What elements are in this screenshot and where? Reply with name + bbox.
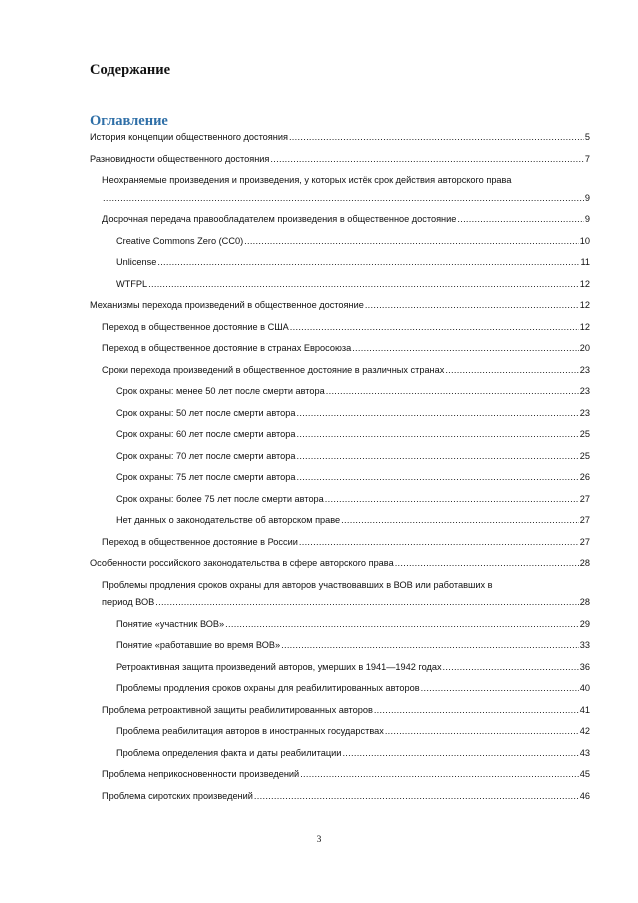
toc-entry-title: Понятие «работавшие во время ВОВ»	[116, 640, 281, 650]
dot-leader	[290, 321, 579, 333]
toc-item	[90, 153, 590, 165]
dot-leader	[300, 768, 579, 780]
toc-item	[90, 131, 590, 143]
toc-entry-link[interactable]	[116, 682, 590, 694]
toc-entry-title: Creative Commons Zero (CC0)	[116, 235, 244, 246]
toc-entry-title: Проблема определения факта и даты реабилитации	[116, 747, 342, 758]
toc-item	[90, 768, 590, 780]
toc-entry-page: 7	[584, 153, 590, 164]
toc-entry-title: Срок охраны: 60 лет после смерти автора	[116, 429, 296, 439]
toc-entry-page: 46	[579, 790, 590, 801]
toc-entry-link[interactable]	[102, 342, 590, 354]
toc-entry-page: 27	[579, 493, 590, 504]
dot-leader	[445, 364, 578, 376]
toc-entry-title: Сроки перехода произведений в общественное достояние в различных странах	[102, 364, 445, 375]
toc-item	[90, 278, 590, 290]
toc-entry-link[interactable]	[116, 471, 590, 483]
toc-entry-title: Проблема ретроактивной защиты реабилитированных авторов	[102, 704, 373, 715]
toc-entry-title: Проблемы продления сроков охраны для авторов участвовавших в ВОВ или работавших в	[102, 579, 493, 590]
toc-item	[90, 213, 590, 225]
table-of-contents	[90, 131, 590, 811]
toc-entry-title: Досрочная передача правообладателем произведения в общественное достояние	[102, 214, 457, 224]
dot-leader	[457, 213, 584, 225]
dot-leader	[341, 514, 579, 526]
toc-entry-title: Нет данных о законодательстве об авторском праве	[116, 515, 341, 525]
toc-entry-page: 23	[579, 407, 590, 418]
page-heading: Содержание	[90, 62, 171, 78]
toc-item	[90, 450, 590, 462]
toc-entry-link[interactable]	[116, 256, 590, 268]
toc-entry-page: 9	[584, 192, 590, 203]
toc-entry-page: 42	[579, 726, 590, 736]
dot-leader	[299, 536, 579, 548]
toc-entry-link[interactable]	[116, 747, 590, 759]
toc-entry-page: 27	[579, 515, 590, 525]
toc-entry-page: 33	[579, 640, 590, 650]
toc-item	[90, 639, 590, 651]
toc-entry-title: Срок охраны: более 75 лет после смерти автора	[116, 493, 324, 504]
toc-item	[90, 790, 590, 802]
toc-item	[90, 579, 590, 609]
toc-entry-link[interactable]	[102, 536, 590, 548]
toc-entry-title: Переход в общественное достояние в странах Евросоюза	[102, 343, 352, 353]
toc-entry-page: 12	[579, 321, 590, 332]
toc-entry-title: Срок охраны: 50 лет после смерти автора	[116, 407, 296, 418]
toc-entry-title: Неохраняемые произведения и произведения, у которых истёк срок действия авторского права	[102, 175, 512, 185]
page-number: 3	[316, 835, 322, 845]
toc-entry-page: 25	[579, 429, 590, 439]
toc-entry-page: 45	[579, 769, 590, 779]
dot-leader	[296, 471, 578, 483]
toc-entry-page: 40	[579, 683, 590, 693]
toc-entry-title: Проблема реабилитация авторов в иностранных государствах	[116, 726, 384, 736]
toc-item	[90, 364, 590, 376]
toc-entry-page: 41	[579, 704, 590, 715]
toc-entry-link[interactable]	[116, 278, 590, 290]
dot-leader	[225, 618, 579, 630]
dot-leader	[296, 407, 578, 419]
toc-item	[90, 235, 590, 247]
toc-item	[90, 428, 590, 440]
toc-item	[90, 471, 590, 483]
toc-item	[90, 557, 590, 569]
toc-entry-page: 36	[579, 661, 590, 672]
toc-heading: Оглавление	[90, 113, 168, 129]
dot-leader	[148, 278, 579, 290]
toc-item	[90, 342, 590, 354]
toc-entry-title: Особенности российского законодательства в сфере авторского права	[90, 558, 394, 568]
toc-item	[90, 256, 590, 268]
dot-leader	[157, 256, 579, 268]
toc-entry-title: Срок охраны: менее 50 лет после смерти автора	[116, 386, 325, 396]
dot-leader	[325, 493, 579, 505]
toc-item	[90, 747, 590, 759]
dot-leader	[270, 153, 583, 165]
dot-leader	[326, 385, 579, 397]
toc-item	[90, 514, 590, 526]
toc-entry-link[interactable]	[116, 725, 590, 737]
dot-leader	[395, 557, 579, 569]
toc-item	[90, 407, 590, 419]
toc-entry-title: Проблемы продления сроков охраны для реабилитированных авторов	[116, 683, 420, 693]
dot-leader	[244, 235, 579, 247]
toc-entry-page: 25	[579, 450, 590, 461]
toc-entry-link[interactable]	[102, 213, 590, 225]
toc-item	[90, 536, 590, 548]
toc-entry-page: 9	[584, 214, 590, 224]
dot-leader	[342, 747, 578, 759]
dot-leader	[296, 428, 578, 440]
toc-entry-link[interactable]	[116, 450, 590, 462]
toc-item	[90, 321, 590, 333]
toc-entry-title: Понятие «участник ВОВ»	[116, 618, 225, 629]
toc-item	[90, 661, 590, 673]
toc-item	[90, 174, 590, 204]
toc-entry-title: Ретроактивная защита произведений авторов, умерших в 1941—1942 годах	[116, 661, 442, 672]
toc-entry-link[interactable]	[102, 704, 590, 716]
toc-entry-title: Unlicense	[116, 257, 157, 267]
toc-entry-link[interactable]	[90, 299, 590, 311]
toc-entry-title: История концепции общественного достояния	[90, 132, 288, 142]
toc-entry-link[interactable]	[116, 407, 590, 419]
toc-entry-link[interactable]	[90, 557, 590, 569]
toc-item	[90, 299, 590, 311]
toc-entry-title: Проблема неприкосновенности произведений	[102, 769, 300, 779]
toc-entry-link[interactable]	[116, 493, 590, 505]
dot-leader	[374, 704, 579, 716]
dot-leader	[155, 596, 579, 608]
toc-entry-link[interactable]	[116, 618, 590, 630]
toc-entry-page: 23	[579, 364, 590, 375]
toc-entry-page: 12	[579, 300, 590, 310]
toc-item	[90, 618, 590, 630]
toc-entry-title: Срок охраны: 70 лет после смерти автора	[116, 450, 296, 461]
toc-entry-page: 12	[579, 278, 590, 289]
toc-item	[90, 725, 590, 737]
dot-leader	[254, 790, 579, 802]
toc-entry-link[interactable]	[116, 428, 590, 440]
toc-entry-title: Проблема сиротских произведений	[102, 790, 253, 801]
toc-entry-title: Срок охраны: 75 лет после смерти автора	[116, 472, 296, 482]
toc-item	[90, 385, 590, 397]
toc-entry-link[interactable]	[102, 364, 590, 376]
toc-entry-title: Переход в общественное достояние в России	[102, 536, 298, 547]
toc-entry-link[interactable]	[116, 235, 590, 247]
toc-entry-page: 5	[584, 132, 590, 142]
dot-leader	[289, 131, 584, 143]
toc-entry-page: 11	[580, 257, 590, 267]
toc-entry-link[interactable]	[102, 321, 590, 333]
toc-entry-link[interactable]	[102, 790, 590, 802]
toc-entry-title: WTFPL	[116, 278, 148, 289]
toc-entry-page: 28	[579, 558, 590, 568]
dot-leader	[296, 450, 578, 462]
toc-entry-page: 26	[579, 472, 590, 482]
toc-entry-link[interactable]	[116, 385, 590, 397]
toc-item	[90, 682, 590, 694]
toc-entry-page: 27	[579, 536, 590, 547]
toc-entry-page: 28	[579, 597, 590, 607]
dot-leader	[421, 682, 579, 694]
toc-entry-title: Переход в общественное достояние в США	[102, 321, 289, 332]
dot-leader	[352, 342, 579, 354]
dot-leader	[103, 192, 584, 204]
toc-entry-link[interactable]	[102, 768, 590, 780]
dot-leader	[385, 725, 579, 737]
dot-leader	[443, 661, 579, 673]
dot-leader	[281, 639, 579, 651]
toc-item	[90, 493, 590, 505]
toc-item	[90, 704, 590, 716]
toc-entry-link[interactable]	[116, 514, 590, 526]
dot-leader	[365, 299, 579, 311]
toc-entry-page: 43	[579, 747, 590, 758]
toc-entry-title-continued: период ВОВ	[102, 597, 155, 607]
toc-entry-title: Разновидности общественного достояния	[90, 153, 270, 164]
toc-entry-page: 10	[579, 235, 590, 246]
toc-entry-page: 20	[579, 343, 590, 353]
toc-entry-title: Механизмы перехода произведений в общественное достояние	[90, 300, 364, 310]
toc-entry-link[interactable]	[116, 639, 590, 651]
toc-entry-link[interactable]	[90, 131, 590, 143]
toc-entry-link[interactable]	[116, 661, 590, 673]
toc-entry-link[interactable]	[90, 153, 590, 165]
toc-entry-link[interactable]	[102, 174, 590, 204]
toc-entry-page: 29	[579, 618, 590, 629]
toc-entry-link[interactable]	[102, 579, 590, 609]
toc-entry-page: 23	[579, 386, 590, 396]
